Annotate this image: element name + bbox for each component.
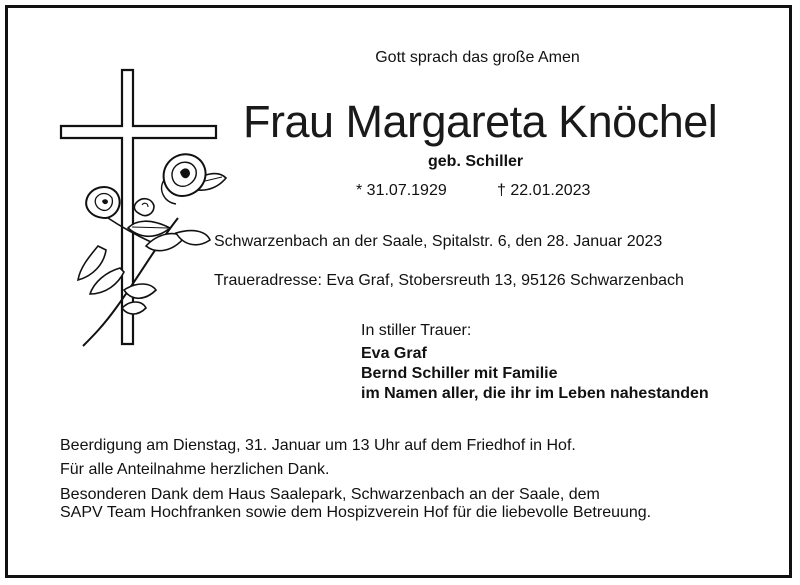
special-thanks-line: Besonderen Dank dem Haus Saalepark, Schwarzenbach an der Saale, dem	[60, 486, 600, 503]
birth-name: geb. Schiller	[428, 153, 524, 170]
mourner-line: Eva Graf	[361, 345, 427, 362]
mourner-line: im Namen aller, die ihr im Leben nahestanden	[361, 385, 709, 402]
death-date: † 22.01.2023	[497, 182, 591, 199]
special-thanks-line: SAPV Team Hochfranken sowie dem Hospizverein Hof für die liebevolle Betreuung.	[60, 504, 652, 521]
thanks-text: Für alle Anteilnahme herzlichen Dank.	[60, 461, 330, 478]
mourner-line: Bernd Schiller mit Familie	[361, 365, 558, 382]
cross-with-roses-icon	[58, 68, 228, 350]
mourning-address: Traueradresse: Eva Graf, Stobersreuth 13, 95126 Schwarzenbach	[214, 272, 684, 289]
deceased-name: Frau Margareta Knöchel	[243, 96, 718, 147]
mourning-label: In stiller Trauer:	[361, 322, 472, 339]
funeral-info: Beerdigung am Dienstag, 31. Januar um 13 Uhr auf dem Friedhof in Hof.	[60, 437, 576, 454]
place-and-date: Schwarzenbach an der Saale, Spitalstr. 6, den 28. Januar 2023	[214, 233, 663, 250]
motto-text: Gott sprach das große Amen	[375, 49, 580, 66]
birth-date: * 31.07.1929	[356, 182, 447, 199]
